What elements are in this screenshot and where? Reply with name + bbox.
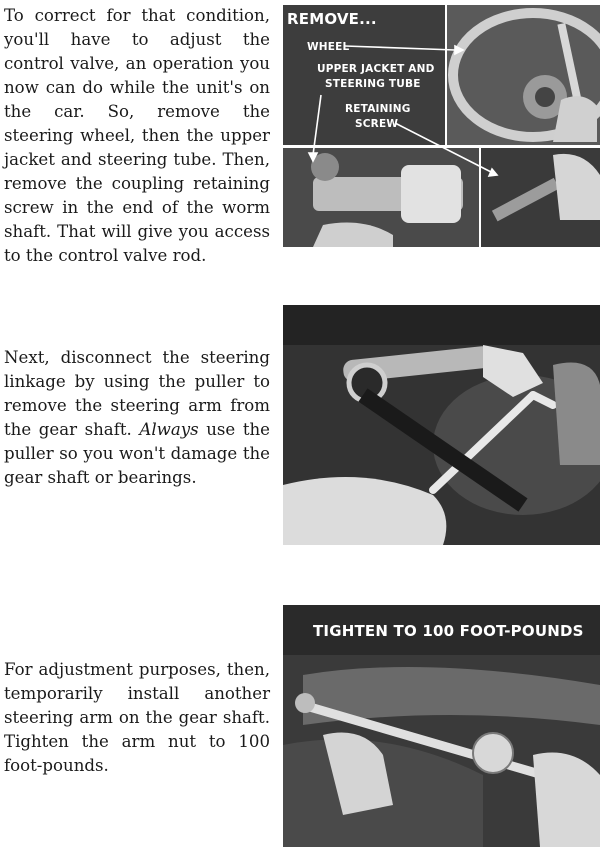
photo-steering-arm-puller-image [283, 305, 600, 545]
label-wheel: WHEEL [307, 41, 350, 53]
paragraph-text: For adjustment purposes, then, temporarily install another steering arm on the gear shaft. Tighten the arm nut to 100 foot-pounds. [4, 660, 270, 775]
torque-heading: TIGHTEN TO 100 FOOT-POUNDS [313, 622, 584, 640]
photo-remove-steering-parts [283, 5, 600, 247]
photo-steering-arm-puller [283, 305, 600, 545]
paragraph-install-arm [4, 658, 270, 778]
text-after: use the puller so you won't damage the gear shaft or bearings. [4, 420, 270, 487]
photo-torque-wrench-image [283, 605, 600, 847]
paragraph-disconnect-linkage [4, 346, 270, 490]
label-retaining: RETAINING [345, 103, 411, 115]
paragraph-text: To correct for that condition, you'll have to adjust the control valve, an operation you now can do while the unit's on the car. So, remove the steering wheel, then the upper jacket and steering tube. Then, remove the coupling retaining screw in the end of the worm shaft. That will give you access to the control valve rod. [4, 6, 270, 265]
remove-heading: REMOVE... [287, 10, 377, 28]
paragraph-remove-parts [4, 4, 270, 268]
paragraph-text [4, 346, 270, 490]
photo-torque-wrench [283, 605, 600, 847]
label-upper-jacket: UPPER JACKET AND [317, 63, 435, 75]
text-before: Next, disconnect the steering linkage by using the puller to remove the steering arm from the gear shaft. [4, 348, 270, 439]
label-screw: SCREW [355, 118, 399, 130]
photo-remove-steering-parts-image [283, 5, 600, 247]
emphasis-always: Always [139, 420, 199, 439]
label-steering-tube: STEERING TUBE [325, 78, 421, 90]
